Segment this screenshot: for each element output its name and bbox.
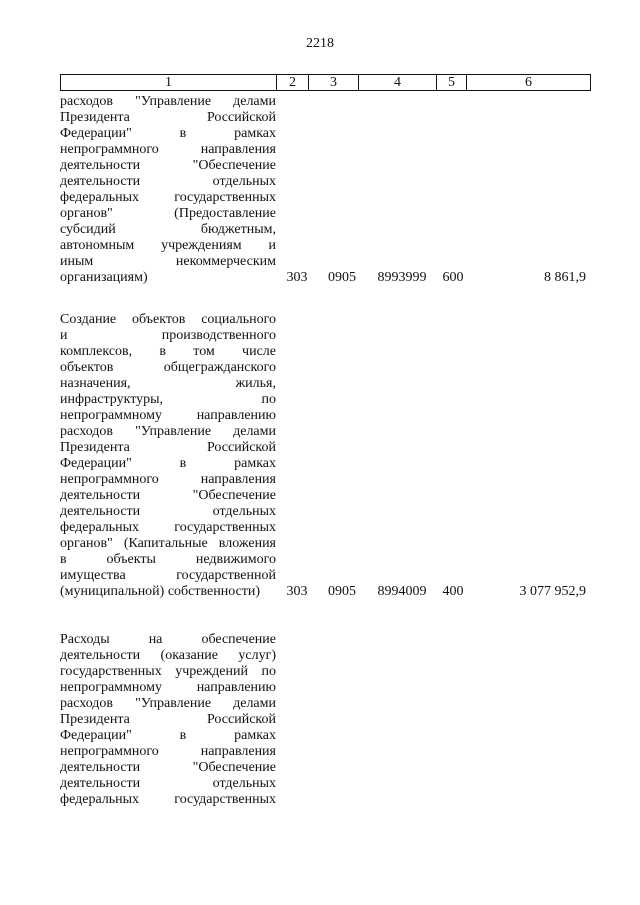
description-line: инфраструктуры, по [60, 392, 276, 407]
description-line: Президента Российской [60, 440, 276, 455]
target-code: 8993999 [377, 270, 427, 285]
section-code: 0905 [328, 270, 356, 285]
description-line: непрограммного направления [60, 472, 276, 487]
header-col-5: 5 [437, 75, 467, 91]
column-header-table [60, 74, 591, 91]
description-line: и производственного [60, 328, 276, 343]
row-description [60, 94, 276, 286]
expense-type-code: 600 [442, 270, 464, 285]
description-line: непрограммному направлению [60, 408, 276, 423]
description-line: федеральных государственных [60, 792, 276, 807]
description-line: непрограммного направления [60, 142, 276, 157]
description-line: Президента Российской [60, 712, 276, 727]
description-line: Федерации" в рамках [60, 126, 276, 141]
description-line: комплексов, в том числе [60, 344, 276, 359]
ministry-code: 303 [286, 270, 308, 285]
description-line: органов" (Предоставление [60, 206, 276, 221]
expense-type-code: 400 [442, 584, 464, 599]
description-line: иным некоммерческим [60, 254, 276, 269]
description-line: автономным учреждениям и [60, 238, 276, 253]
description-line: Создание объектов социального [60, 312, 276, 327]
description-line: Федерации" в рамках [60, 456, 276, 471]
description-line: деятельности отдельных [60, 776, 276, 791]
description-line: Расходы на обеспечение [60, 632, 276, 647]
description-line: организациям) [60, 270, 148, 285]
header-col-3: 3 [309, 75, 359, 91]
description-line: субсидий бюджетным, [60, 222, 276, 237]
description-line: федеральных государственных [60, 520, 276, 535]
page-number: 2218 [306, 36, 334, 51]
description-line: имущества государственной [60, 568, 276, 583]
target-code: 8994009 [377, 584, 427, 599]
description-line: Президента Российской [60, 110, 276, 125]
description-line: деятельности "Обеспечение [60, 158, 276, 173]
amount: 3 077 952,9 [519, 584, 586, 599]
ministry-code: 303 [286, 584, 308, 599]
description-line: расходов "Управление делами [60, 94, 276, 109]
description-line: органов" (Капитальные вложения [60, 536, 276, 551]
description-line: (муниципальной) собственности) [60, 584, 261, 599]
amount: 8 861,9 [544, 270, 586, 285]
description-line: непрограммного направления [60, 744, 276, 759]
section-code: 0905 [328, 584, 356, 599]
description-line: непрограммному направлению [60, 680, 276, 695]
description-line: объектов общегражданского [60, 360, 276, 375]
table-row [60, 312, 590, 612]
description-line: федеральных государственных [60, 190, 276, 205]
row-description [60, 312, 276, 600]
description-line: Федерации" в рамках [60, 728, 276, 743]
description-line: деятельности (оказание услуг) [60, 648, 276, 663]
column-header-row [61, 75, 591, 91]
description-line: деятельности отдельных [60, 174, 276, 189]
description-line: деятельности отдельных [60, 504, 276, 519]
description-line: расходов "Управление делами [60, 696, 276, 711]
description-line: государственных учреждений по [60, 664, 276, 679]
header-col-2: 2 [277, 75, 309, 91]
description-line: деятельности "Обеспечение [60, 760, 276, 775]
header-col-6: 6 [467, 75, 591, 91]
description-line: деятельности "Обеспечение [60, 488, 276, 503]
header-col-4: 4 [359, 75, 437, 91]
table-row [60, 632, 590, 812]
description-line: расходов "Управление делами [60, 424, 276, 439]
header-col-1: 1 [61, 75, 277, 91]
table-row [60, 94, 590, 294]
row-description [60, 632, 276, 808]
description-line: назначения, жилья, [60, 376, 276, 391]
description-line: в объекты недвижимого [60, 552, 276, 567]
